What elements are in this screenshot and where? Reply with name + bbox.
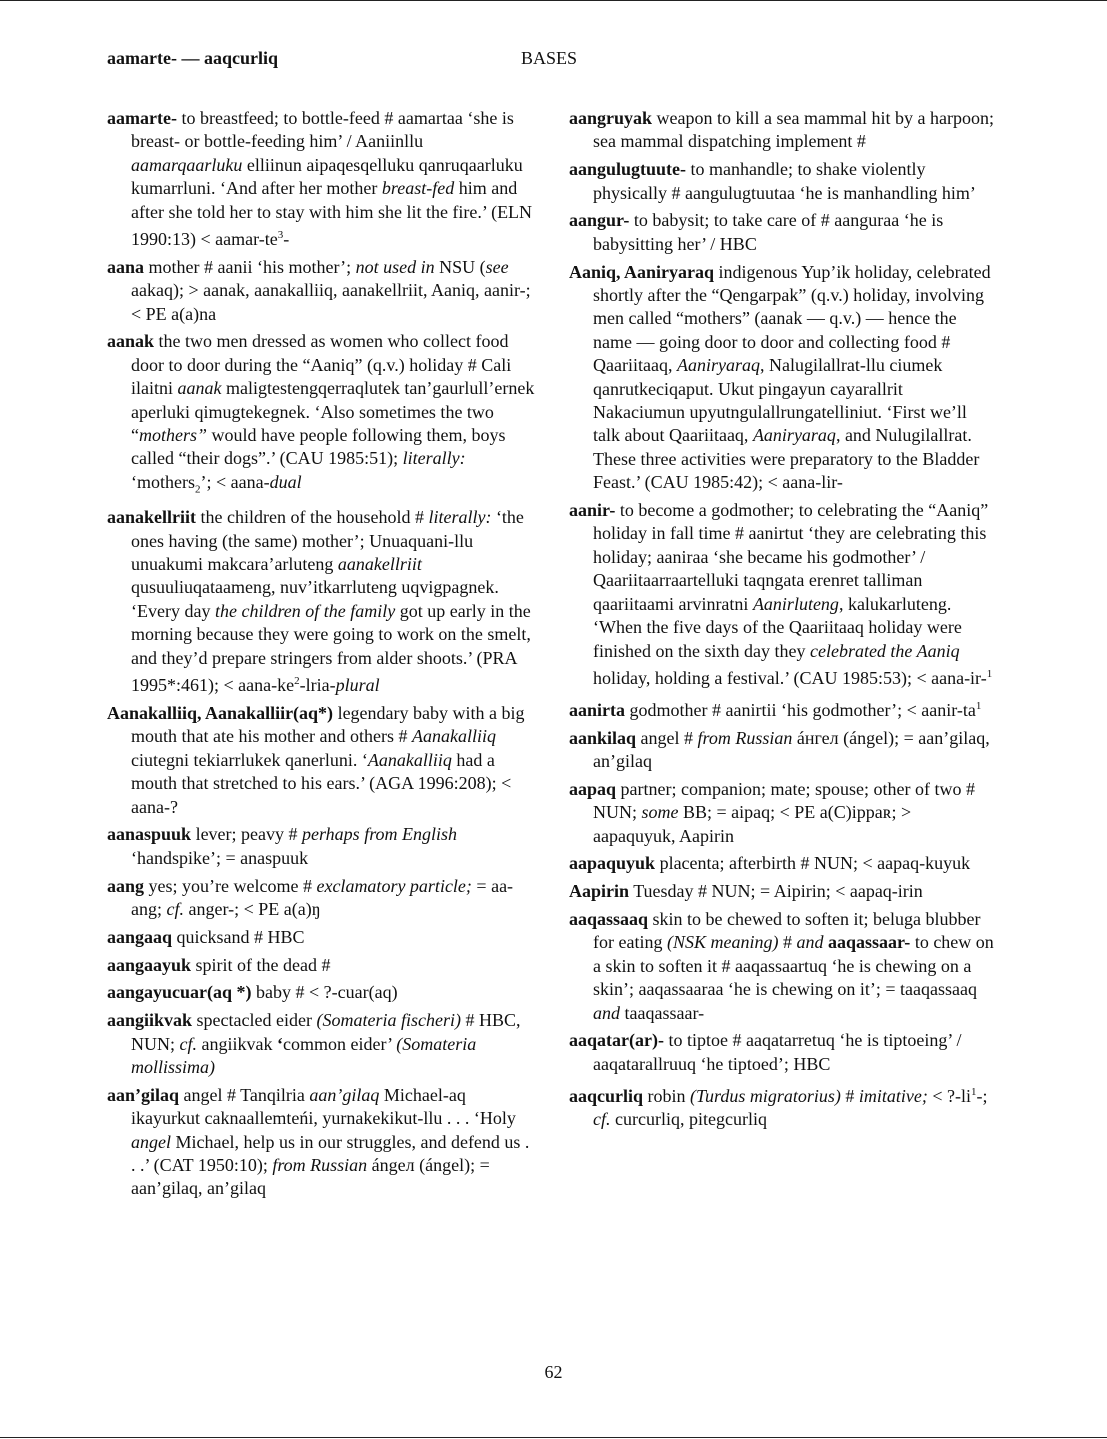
superscript: 1 [986, 667, 993, 680]
entry-text: baby # < ?-cuar(aq) [251, 982, 398, 1003]
dictionary-entry [569, 727, 997, 774]
right-column [569, 107, 997, 1136]
dictionary-entry [107, 981, 535, 1004]
dictionary-entry [107, 256, 535, 326]
italic-text: not used in [355, 256, 435, 277]
italic-text: aanakellriit [337, 554, 422, 575]
italic-text: aamarqaarluku [131, 154, 243, 175]
dictionary-entry [569, 880, 997, 903]
entry-text: to manhandle; to shake violently physically # aangulugtuutaa ‘he is manhandling him’ [593, 159, 976, 203]
italic-text: cf. [179, 1033, 197, 1054]
dictionary-entry [569, 499, 997, 690]
entry-text: Michael, help us in our struggles, and defend us . . .’ (CAT 1950:10); [131, 1131, 530, 1175]
entry-text: placenta; afterbirth # NUN; < aapaq-kuyuk [655, 853, 971, 874]
entry-text: # HBC, NUN; [131, 1010, 521, 1054]
italic-text: breast-fed [381, 178, 455, 199]
italic-text: celebrated the Aaniq [809, 640, 960, 661]
italic-text: literally: [402, 448, 466, 469]
headword: aapaq [569, 778, 617, 799]
headword: aangur- [569, 210, 630, 231]
italic-text: aanak [177, 378, 222, 399]
entry-text: to chew on a skin to soften it # aaqassaartuq ‘he is chewing on a skin’; aaqassaaraa ‘he is chewing on it’; = taaqassaaq [593, 932, 994, 1000]
entry-text: ‘handspike’; = anaspuuk [131, 847, 309, 868]
bold-text: aaqassaar- [827, 932, 911, 953]
entry-text: -; [976, 1085, 988, 1106]
italic-text: Aaniryaraq [676, 355, 760, 376]
dictionary-entry [107, 926, 535, 949]
italic-text: perhaps from English [302, 824, 458, 845]
headword: aangaaq [107, 926, 173, 947]
headword: aan’gilaq [107, 1084, 180, 1105]
entry-text: holiday, holding a festival.’ (CAU 1985:53); < aana-ir- [593, 667, 987, 688]
entry-text: robin [643, 1085, 691, 1106]
headword: aana [107, 256, 145, 277]
italic-text: Aaniryaraq [752, 425, 836, 446]
section-title: BASES [521, 48, 578, 68]
entry-text: would have people following them, boys called “their dogs”.’ (CAU 1985:51); [131, 425, 506, 469]
entry-text: NSU ( [434, 256, 486, 277]
entry-text: had a mouth that stretched to his ears.’ (AGA 1996:208); < aana-? [131, 749, 512, 817]
entry-text: got up early in the morning because they were going to work on the smelt, and they’d prepare stringers from alder shoots.’ (PRA 1995*:461); < aana-ke [131, 600, 531, 696]
dictionary-entry [569, 1081, 997, 1132]
entry-text: to tiptoe # aaqatarretuq ‘he is tiptoeing’ / aaqatarallruuq ‘he tiptoed’; HBC [593, 1030, 962, 1074]
entry-text: Michael-aq ikayurkut caknaallemteńi, yurnakekikut-llu . . . ‘Holy [131, 1084, 516, 1129]
entry-text: godmother # aanirtii ‘his godmother’; < aanir-ta [625, 699, 976, 720]
italic-text: (Somateria fischeri) [316, 1010, 461, 1031]
entry-text: lever; peavy # [191, 824, 303, 845]
superscript: 3 [277, 229, 284, 242]
entry-text: indigenous Yup’ik holiday, celebrated shortly after the “Qengarpak” (q.v.) holiday, involving men called “mothers” (aanak — q.v.) — hence the name — going door to door and collecting food # Qaariitaaq, [593, 261, 991, 376]
italic-text: from Russian [697, 727, 793, 748]
entry-text: spectacled eider [192, 1010, 317, 1031]
entry-text: spirit of the dead # [191, 954, 331, 975]
entry-text: , kalukarluteng. ‘When the five days of the Qaariitaaq holiday were finished on the sixth day they [593, 593, 962, 661]
headword: aangayucuar(aq *) [107, 982, 252, 1003]
entry-text: to breastfeed; to bottle-feed # aamartaa ‘she is breast- or bottle-feeding him’ / Aaniinllu [131, 108, 514, 152]
dictionary-entry [107, 1009, 535, 1079]
superscript: 1 [975, 699, 982, 712]
subscript: 2 [194, 483, 201, 496]
dictionary-entry [569, 158, 997, 205]
italic-text: see [485, 256, 509, 277]
italic-text: angel [131, 1131, 171, 1152]
entry-text: to babysit; to take care of # aanguraa ‘he is babysitting her’ / HBC [593, 210, 944, 254]
italic-text: the children of the family [214, 600, 396, 621]
headword: Aapirin [569, 881, 630, 902]
italic-text: (Somateria mollissima) [131, 1033, 477, 1077]
entry-text: angel # Tanqilria [179, 1084, 310, 1105]
italic-text: Aanakalliiq [367, 749, 452, 770]
italic-text: some [641, 802, 679, 823]
entry-text: taaqassaar- [620, 1002, 705, 1023]
dictionary-entry [107, 1084, 535, 1201]
italic-text: literally: [428, 507, 492, 528]
entry-text: ’; < aana- [200, 471, 270, 492]
page-number: 62 [544, 1362, 563, 1382]
dictionary-entry [569, 778, 997, 848]
entry-text: legendary baby with a big mouth that ate his mother and others # [131, 702, 525, 747]
italic-text: dual [269, 471, 302, 492]
italic-text: exclamatory particle; [316, 875, 472, 896]
headword: aangaayuk [107, 954, 192, 975]
superscript: 2 [294, 675, 300, 688]
italic-text: cf. [166, 898, 184, 919]
italic-text: mothers” [139, 425, 208, 446]
entry-text: quicksand # HBC [172, 926, 305, 947]
dictionary-entry [569, 1029, 997, 1076]
running-head: aamarte- — aaqcurliq [107, 48, 278, 68]
dictionary-entry [569, 261, 997, 495]
top-rule [0, 0, 1107, 1]
headword: aamarte- [107, 108, 177, 128]
headword: aanir- [569, 500, 616, 521]
entry-text: angel # [636, 727, 698, 748]
headword: aanak [107, 331, 155, 352]
left-column [107, 107, 535, 1205]
entry-text: the children of the household # [196, 507, 429, 528]
headword: Aanakalliiq, Aanakalliir(aq*) [107, 702, 334, 723]
dictionary-entry [569, 908, 997, 1025]
dictionary-entry [107, 823, 535, 870]
italic-text: and [796, 932, 824, 953]
entry-text: maligtestengqerraqlutek tan’gaurlull’ernek aperluki qimugtekegnek. ‘Also sometimes the two “ [131, 378, 535, 446]
dictionary-entry [107, 875, 535, 922]
italic-text: from Russian [272, 1154, 368, 1175]
dictionary-entry [107, 954, 535, 977]
dictionary-entry [107, 107, 535, 251]
headword: aang [107, 875, 145, 896]
entry-text: qusuuliuqataameng, nuv’itkarrluteng uqvigpagnek. ‘Every day [131, 577, 499, 621]
entry-text: aakaq); > aanak, aanakalliiq, aanakellriit, Aaniq, aanir-; < PE a(a)na [131, 280, 531, 324]
entry-text: # [778, 932, 797, 953]
entry-text: elliinun aipaqesqelluku qanruqaarluku kumarrluni. ‘And after her mother [131, 154, 523, 199]
italic-text: imitative; [858, 1085, 928, 1106]
entry-text: mother # aanii ‘his mother’; [144, 256, 356, 277]
entry-text: Tuesday # NUN; = Aipirin; < aapaq-irin [629, 881, 923, 902]
entry-text: = aa-ang; [131, 875, 514, 919]
headword: aanakellriit [107, 507, 196, 528]
bold-text: ‘ [276, 1033, 283, 1054]
entry-text: BB; = aipaq; < PE a(C)ippaʀ; > aapaquyuk, Aapirin [593, 802, 912, 846]
dictionary-entry [569, 209, 997, 256]
entry-text: yes; you’re welcome # [144, 875, 317, 896]
dictionary-entry [107, 702, 535, 819]
entry-text: - [283, 229, 290, 250]
entry-text: , and Nulugilallrat. These three activities were preparatory to the Bladder Feast.’ (CAU 1985:42); < aana-lir- [593, 425, 980, 493]
entry-text: ‘the ones having (the same) mother’; Unuaquani-llu unuakumi makcara’arluteng [131, 507, 524, 575]
entry-text: < ?-li [927, 1085, 972, 1106]
headword: aanaspuuk [107, 824, 192, 845]
entry-text: # [840, 1085, 859, 1106]
entry-text: him and after she told her to stay with him she lit the fire.’ (ELN 1990:13) < aamar-te [131, 178, 533, 250]
entry-text: , Nalugilallrat-llu ciumek qanrutkeciqaput. Ukut pingayun cayarallrit Nakaciumun upyutngulallrungatelliniut. ‘First we’ll talk about Qaariitaaq, [593, 355, 967, 446]
entry-text: weapon to kill a sea mammal hit by a harpoon; sea mammal dispatching implement # [593, 108, 994, 152]
italic-text: Aanakalliiq [411, 726, 496, 747]
entry-text: partner; companion; mate; spouse; other of two # NUN; [593, 778, 975, 823]
italic-text: aan’gilaq [309, 1084, 380, 1105]
entry-text: ángел (ángel); = aan’gilaq, an’gilaq [131, 1154, 490, 1199]
entry-text: ‘mothers [131, 471, 195, 492]
italic-text: (NSK meaning) [666, 932, 779, 953]
italic-text: and [593, 1002, 620, 1023]
entry-text: angiikvak [197, 1033, 277, 1054]
entry-text: the two men dressed as women who collect food door to door during the “Aaniq” (q.v.) holiday # Cali ilaitni [131, 331, 512, 399]
italic-text: plural [335, 675, 380, 696]
entry-text: to become a godmother; to celebrating the “Aaniq” holiday in fall time # aanirtut ‘they are celebrating this holiday; aaniraa ‘she became his godmother’ / Qaariitaarraartelluki taqngata erenret talliman qaariitaami arvinratni [593, 500, 989, 614]
headword: aangiikvak [107, 1010, 193, 1031]
entry-text: skin to be chewed to soften it; beluga blubber for eating [593, 908, 981, 953]
entry-text: curcurliq, pitegcurliq [610, 1108, 767, 1129]
dictionary-entry [569, 107, 997, 154]
dictionary-entry [107, 506, 535, 697]
italic-text: Aanirluteng [752, 593, 839, 614]
dictionary-entry [569, 852, 997, 875]
headword: aangulugtuute- [569, 159, 687, 180]
italic-text: (Turdus migratorius) [690, 1085, 841, 1106]
headword: Aaniq, Aaniryaraq [569, 261, 715, 282]
entry-text: common eider’ [282, 1033, 397, 1054]
entry-text: áнгел (ángel); = aan’gilaq, an’gilaq [593, 727, 990, 771]
headword: aaqassaaq [569, 908, 649, 929]
bottom-rule [0, 1437, 1107, 1438]
dictionary-entry [107, 330, 535, 501]
headword: aanirta [569, 699, 625, 720]
headword: aaqatar(ar)- [569, 1030, 664, 1051]
headword: aangruyak [569, 108, 653, 128]
entry-text: ciutegni tekiarrlukek qanerluni. ‘ [131, 749, 368, 770]
entry-text: -lria- [299, 675, 336, 696]
headword: aapaquyuk [569, 853, 656, 874]
italic-text: cf. [593, 1108, 611, 1129]
superscript: 1 [971, 1085, 977, 1098]
headword: aankilaq [569, 727, 637, 748]
dictionary-entry [569, 695, 997, 722]
entry-text: anger-; < PE a(a)ŋ [184, 898, 321, 919]
headword: aaqcurliq [569, 1085, 644, 1106]
